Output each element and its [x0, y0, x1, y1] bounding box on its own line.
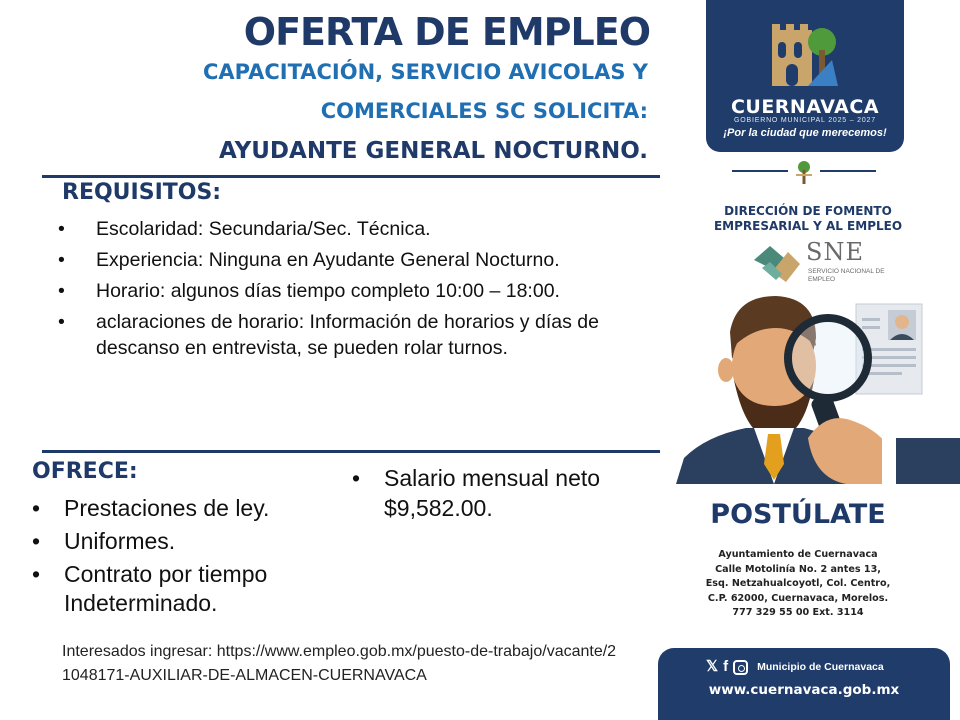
address-line: Calle Motolinía No. 2 antes 13,: [715, 563, 881, 575]
address-line: Esq. Netzahualcoyotl, Col. Centro,: [705, 578, 891, 589]
city-slogan: ¡Por la ciudad que merecemos!: [723, 127, 887, 139]
recruiter-magnifier-illustration: [676, 288, 960, 484]
instagram-icon[interactable]: [733, 660, 748, 675]
sne-handshake-icon: [752, 240, 802, 286]
requirements-list: [52, 216, 642, 366]
social-links: [706, 659, 884, 675]
offer-item: • Prestaciones de ley.: [28, 494, 328, 523]
city-name: CUERNAVACA: [730, 96, 880, 118]
facebook-icon[interactable]: f: [723, 658, 729, 675]
requirement-item: • Escolaridad: Secundaria/Sec. Técnica.: [52, 216, 642, 242]
divider-bottom: [42, 450, 660, 453]
sne-full-name: SERVICIO NACIONAL DE EMPLEO: [808, 268, 885, 283]
requirement-item: • Experiencia: Ninguna en Ayudante General Nocturno.: [52, 247, 642, 273]
x-icon[interactable]: 𝕏: [706, 658, 719, 675]
ornament-line-right: [820, 170, 876, 172]
apply-call-to-action: POSTÚLATE: [710, 499, 886, 530]
salary-item: • Salario mensual neto $9,582.00.: [352, 463, 652, 523]
divider-top: [42, 175, 660, 178]
requirements-heading: REQUISITOS:: [62, 180, 222, 205]
sne-logo-text: SNE: [806, 238, 864, 266]
tree-ornament-icon: [793, 160, 815, 186]
salary-list: [352, 463, 652, 523]
government-period: GOBIERNO MUNICIPAL 2025 – 2027: [734, 117, 876, 124]
offer-heading: OFRECE:: [32, 459, 138, 484]
job-position: AYUDANTE GENERAL NOCTURNO.: [219, 138, 648, 164]
social-handle: Municipio de Cuernavaca: [757, 661, 884, 673]
department-name: DIRECCIÓN DE FOMENTO EMPRESARIAL Y AL EMPLEO: [713, 204, 903, 233]
requirement-item: • aclaraciones de horario: Información de horarios y días de descanso en entrevista, se pueden rolar turnos.: [52, 309, 642, 361]
offer-item: • Uniformes.: [28, 527, 328, 556]
phone-line: 777 329 55 00 Ext. 3114: [732, 607, 864, 618]
apply-link-text[interactable]: Interesados ingresar: https://www.empleo.gob.mx/puesto-de-trabajo/vacante/21048171-AUXILIAR-DE-ALMACEN-CUERNAVACA: [62, 643, 617, 684]
offer-item: • Contrato por tiempo Indeterminado.: [28, 560, 328, 618]
address-line: Ayuntamiento de Cuernavaca: [718, 549, 878, 560]
requirement-item: • Horario: algunos días tiempo completo 10:00 – 18:00.: [52, 278, 642, 304]
city-crest-icon: [768, 20, 840, 92]
offer-list: [28, 494, 328, 622]
address-line: C.P. 62000, Cuernavaca, Morelos.: [707, 592, 889, 604]
website-link[interactable]: www.cuernavaca.gob.mx: [708, 682, 900, 698]
company-line-2: COMERCIALES SC SOLICITA:: [320, 99, 648, 123]
page-title: OFERTA DE EMPLEO: [243, 10, 650, 54]
contact-address: [676, 548, 920, 621]
company-line-1: CAPACITACIÓN, SERVICIO AVICOLAS Y: [202, 60, 648, 84]
ornament-line-left: [732, 170, 788, 172]
